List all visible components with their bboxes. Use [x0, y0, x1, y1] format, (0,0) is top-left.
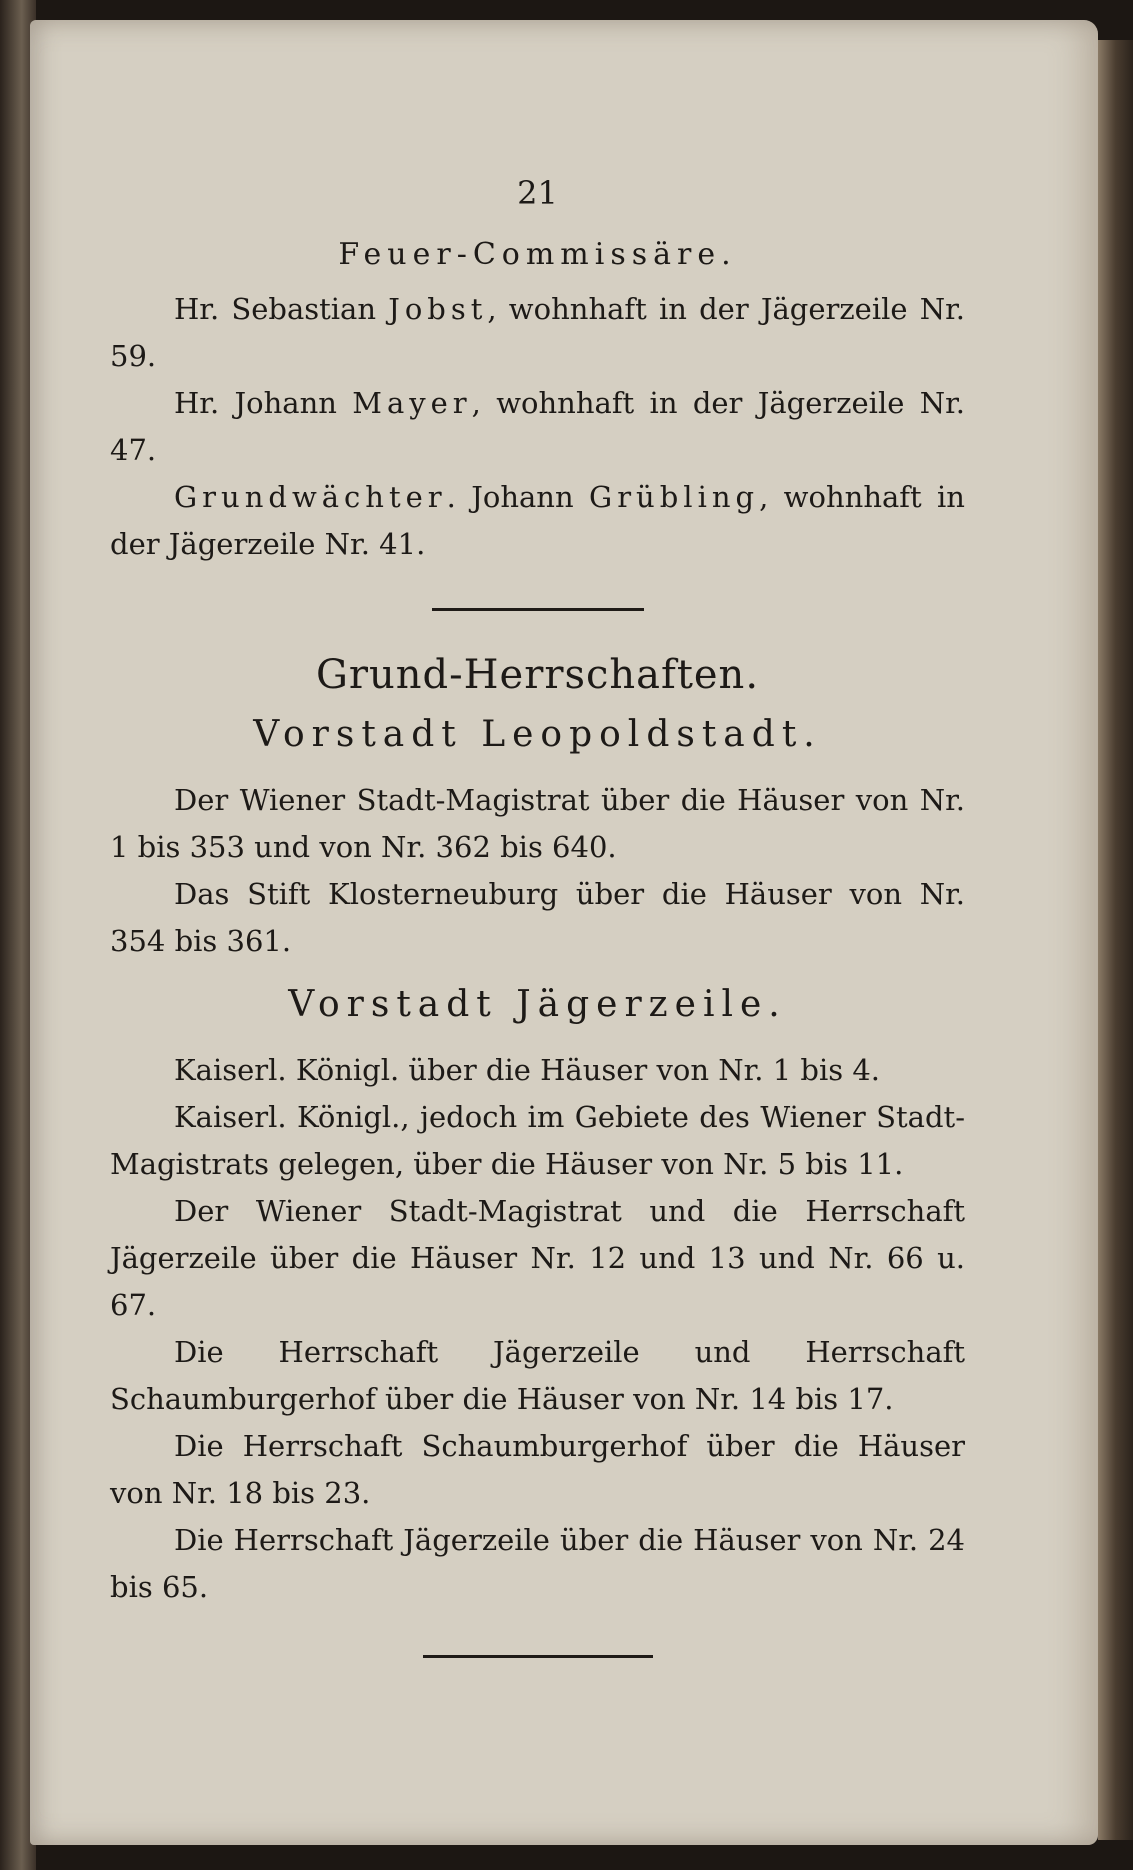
subsection-title-jaegerzeile: Vorstadt Jägerzeile.: [288, 984, 787, 1025]
entry-jaegerzeile-5: Die Herrschaft Schaumburgerhof über die Häuser von Nr. 18 bis 23.: [110, 1429, 965, 1510]
entry-leopoldstadt-1: Der Wiener Stadt-Magistrat über die Häuser von Nr. 1 bis 353 und von Nr. 362 bis 640.: [110, 783, 965, 864]
entry-rest: . Johann: [446, 480, 590, 514]
bottom-divider: [423, 1655, 653, 1658]
page-number: 21: [517, 174, 558, 212]
entry-rest: , wohnhaft in der Jägerzeile Nr. 59.: [110, 292, 965, 373]
section-title-grund-herrschaften: Grund-Herrschaften.: [315, 652, 760, 698]
subsection-title-leopoldstadt: Vorstadt Leopoldstadt.: [253, 714, 822, 755]
entry-jaegerzeile-6: Die Herrschaft Jägerzeile über die Häuser von Nr. 24 bis 65.: [110, 1523, 965, 1604]
entry-prefix: Hr. Johann: [174, 386, 353, 420]
entry-jaegerzeile-4: Die Herrschaft Jägerzeile und Herrschaft Schaumburgerhof über die Häuser von Nr. 14 bis 17.: [110, 1335, 965, 1416]
page-stack-edge: [1098, 40, 1133, 1840]
entry-jaegerzeile-3: Der Wiener Stadt-Magistrat und die Herrschaft Jägerzeile über die Häuser Nr. 12 und 13 und Nr. 66 u. 67.: [110, 1194, 965, 1322]
entry-name: Grübling: [589, 480, 760, 514]
entry-jaegerzeile-1: Kaiserl. Königl. über die Häuser von Nr. 1 bis 4.: [174, 1053, 881, 1087]
section-divider: [432, 608, 644, 611]
entry-leopoldstadt-2: Das Stift Klosterneuburg über die Häuser von Nr. 354 bis 361.: [110, 877, 965, 958]
section-title-feuer-commissaere: Feuer-Commissäre.: [338, 237, 737, 272]
entry-name: Mayer: [352, 386, 472, 420]
entry-jaegerzeile-2: Kaiserl. Königl., jedoch im Gebiete des Wiener Stadt-Magistrats gelegen, über die Häuser von Nr. 5 bis 11.: [110, 1100, 965, 1181]
entry-mayer: [110, 380, 965, 474]
entry-prefix: Hr. Sebastian: [174, 292, 389, 326]
entry-name: Jobst: [388, 292, 488, 326]
entry-jobst: [110, 286, 965, 380]
entry-rest: , wohnhaft in der Jägerzeile Nr. 47.: [110, 386, 965, 467]
entry-role: Grundwächter: [174, 480, 447, 514]
entry-rest: , wohnhaft in der Jägerzeile Nr. 41.: [110, 480, 965, 561]
page-content: [110, 160, 965, 1694]
entry-gruebling: [110, 474, 965, 568]
